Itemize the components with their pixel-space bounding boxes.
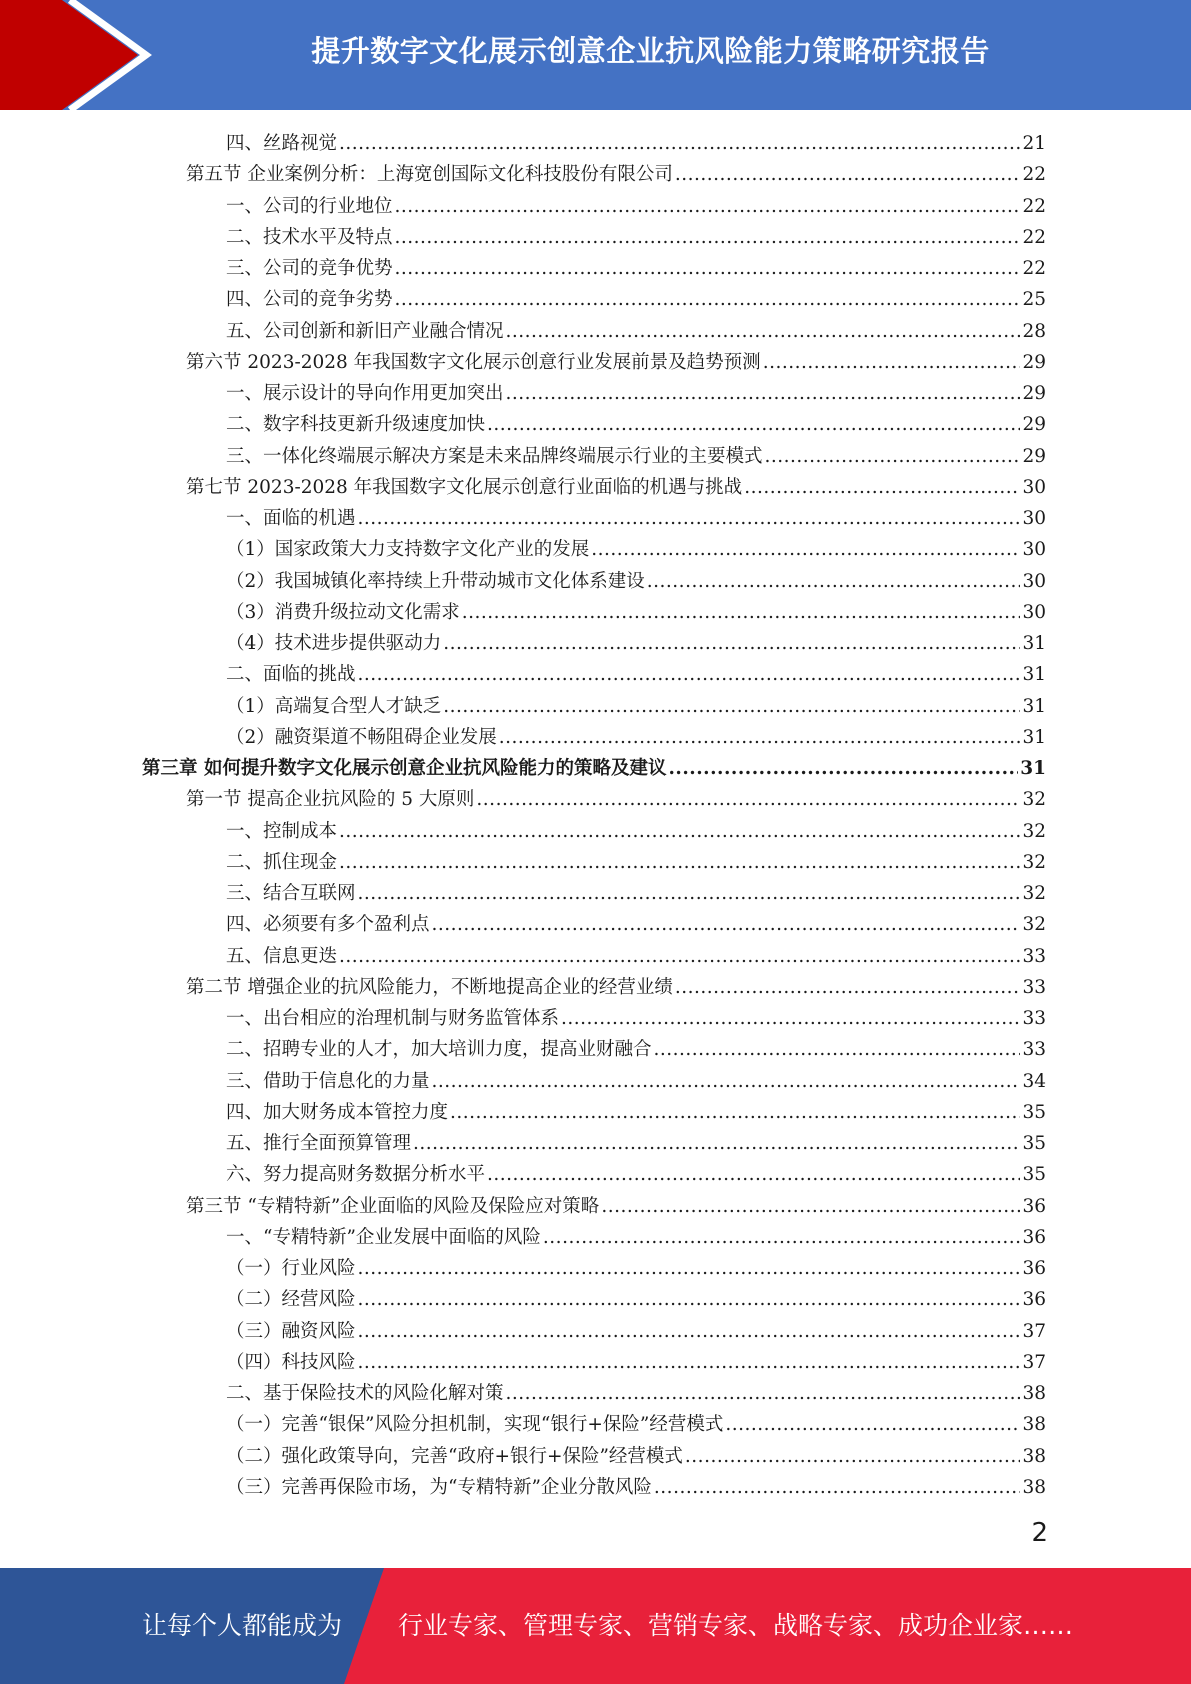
toc-dot-leader bbox=[339, 816, 1020, 847]
toc-entry-page: 33 bbox=[1022, 1008, 1046, 1029]
toc-dot-leader bbox=[395, 284, 1021, 315]
toc-entry-page: 32 bbox=[1022, 914, 1046, 936]
toc-entry[interactable] bbox=[226, 128, 1046, 159]
toc-entry[interactable] bbox=[186, 347, 1046, 378]
toc-dot-leader bbox=[358, 1316, 1021, 1347]
toc-dot-leader bbox=[499, 722, 1021, 753]
toc-entry-label: 三、借助于信息化的力量 bbox=[226, 1070, 430, 1092]
toc-entry-label: （2）融资渠道不畅阻碍企业发展 bbox=[226, 726, 497, 748]
toc-entry[interactable] bbox=[226, 1066, 1046, 1097]
toc-dot-leader bbox=[358, 1284, 1021, 1315]
toc-entry-page: 22 bbox=[1022, 164, 1046, 186]
toc-dot-leader bbox=[358, 659, 1021, 690]
toc-entry[interactable] bbox=[226, 722, 1046, 753]
toc-entry-label: （1）高端复合型人才缺乏 bbox=[226, 695, 442, 717]
toc-entry-label: 三、公司的竞争优势 bbox=[226, 258, 393, 279]
toc-entry-page: 36 bbox=[1022, 1226, 1046, 1248]
toc-dot-leader bbox=[432, 1066, 1021, 1097]
toc-entry[interactable] bbox=[226, 1222, 1046, 1253]
toc-entry-label: 第一节 提高企业抗风险的 5 大原则 bbox=[186, 789, 475, 811]
toc-entry[interactable] bbox=[142, 753, 1046, 784]
toc-entry-label: 二、面临的挑战 bbox=[226, 664, 356, 686]
toc-dot-leader bbox=[685, 1441, 1021, 1472]
toc-dot-leader bbox=[725, 1409, 1020, 1440]
toc-entry-page: 32 bbox=[1022, 789, 1046, 811]
toc-entry-page: 32 bbox=[1022, 851, 1046, 873]
toc-entry-page: 31 bbox=[1022, 633, 1046, 654]
toc-entry[interactable] bbox=[226, 659, 1046, 690]
toc-entry-page: 22 bbox=[1022, 226, 1046, 248]
toc-dot-leader bbox=[675, 159, 1021, 190]
page-footer bbox=[0, 1568, 1191, 1684]
toc-entry-label: 一、控制成本 bbox=[226, 820, 338, 842]
header-red-arrow bbox=[0, 0, 138, 110]
toc-entry-page: 38 bbox=[1022, 1445, 1046, 1467]
toc-entry-label: 一、展示设计的导向作用更加突出 bbox=[226, 383, 504, 404]
toc-dot-leader bbox=[395, 222, 1021, 253]
toc-dot-leader bbox=[675, 972, 1021, 1003]
toc-entry-page: 38 bbox=[1022, 1414, 1046, 1436]
toc-entry[interactable] bbox=[226, 909, 1046, 940]
toc-dot-leader bbox=[506, 1378, 1021, 1409]
toc-entry[interactable] bbox=[186, 972, 1046, 1003]
toc-entry-page: 36 bbox=[1022, 1289, 1046, 1311]
toc-entry-label: （三）完善再保险市场，为“专精特新”企业分散风险 bbox=[226, 1476, 652, 1498]
toc-dot-leader bbox=[443, 691, 1020, 722]
toc-entry-label: （二）经营风险 bbox=[226, 1289, 356, 1311]
toc-dot-leader bbox=[395, 191, 1021, 222]
toc-entry[interactable] bbox=[226, 1159, 1046, 1190]
toc-entry-label: 第二节 增强企业的抗风险能力，不断地提高企业的经营业绩 bbox=[186, 976, 673, 998]
toc-entry-label: 第三节 “专精特新”企业面临的风险及保险应对策略 bbox=[186, 1195, 600, 1217]
toc-entry-page: 31 bbox=[1022, 726, 1046, 748]
toc-entry-page: 29 bbox=[1022, 383, 1046, 404]
toc-entry[interactable] bbox=[226, 691, 1046, 722]
toc-entry-label: （一）行业风险 bbox=[226, 1258, 356, 1279]
toc-entry-label: 第六节 2023-2028 年我国数字文化展示创意行业发展前景及趋势预测 bbox=[186, 351, 761, 373]
toc-dot-leader bbox=[487, 409, 1020, 440]
toc-entry-label: 一、出台相应的治理机制与财务监管体系 bbox=[226, 1008, 560, 1029]
toc-entry-page: 31 bbox=[1022, 664, 1046, 686]
toc-entry[interactable] bbox=[226, 1128, 1046, 1159]
toc-entry-label: 五、信息更迭 bbox=[226, 945, 338, 967]
toc-dot-leader bbox=[763, 347, 1021, 378]
toc-entry-label: 二、招聘专业的人才，加大培训力度，提高业财融合 bbox=[226, 1039, 652, 1061]
toc-entry-page: 38 bbox=[1022, 1476, 1046, 1498]
toc-entry-label: （一）完善“银保”风险分担机制，实现“银行+保险”经营模式 bbox=[226, 1414, 724, 1436]
toc-entry-label: （四）科技风险 bbox=[226, 1351, 356, 1373]
toc-entry-label: 一、公司的行业地位 bbox=[226, 195, 393, 217]
toc-entry-label: 五、推行全面预算管理 bbox=[226, 1133, 412, 1154]
toc-entry-label: 一、面临的机遇 bbox=[226, 508, 356, 529]
toc-entry-label: 二、抓住现金 bbox=[226, 851, 338, 873]
toc-entry-label: 二、数字科技更新升级速度加快 bbox=[226, 414, 486, 436]
toc-entry-label: 四、公司的竞争劣势 bbox=[226, 289, 393, 311]
toc-entry-label: 四、丝路视觉 bbox=[226, 133, 338, 154]
toc-dot-leader bbox=[543, 1222, 1021, 1253]
toc-dot-leader bbox=[744, 472, 1020, 503]
toc-entry-label: （三）融资风险 bbox=[226, 1320, 356, 1342]
toc-entry[interactable] bbox=[226, 253, 1046, 284]
toc-dot-leader bbox=[654, 1472, 1021, 1503]
toc-entry[interactable] bbox=[226, 1034, 1046, 1065]
toc-entry-page: 34 bbox=[1022, 1070, 1046, 1092]
toc-entry-label: 第五节 企业案例分析：上海宽创国际文化科技股份有限公司 bbox=[186, 164, 673, 186]
toc-entry[interactable] bbox=[186, 159, 1046, 190]
toc-entry-page: 37 bbox=[1022, 1320, 1046, 1342]
toc-entry-label: 六、努力提高财务数据分析水平 bbox=[226, 1164, 486, 1186]
toc-entry-page: 30 bbox=[1022, 476, 1046, 498]
toc-dot-leader bbox=[765, 441, 1021, 472]
toc-entry-page: 22 bbox=[1022, 195, 1046, 217]
toc-entry-page: 37 bbox=[1022, 1351, 1046, 1373]
toc-entry-page: 38 bbox=[1022, 1383, 1046, 1404]
toc-dot-leader bbox=[339, 847, 1020, 878]
toc-entry-page: 29 bbox=[1022, 445, 1046, 467]
toc-dot-leader bbox=[339, 128, 1020, 159]
toc-dot-leader bbox=[476, 784, 1020, 815]
toc-dot-leader bbox=[487, 1159, 1020, 1190]
toc-entry[interactable] bbox=[226, 1097, 1046, 1128]
toc-entry-page: 35 bbox=[1022, 1164, 1046, 1186]
toc-entry-page: 33 bbox=[1022, 945, 1046, 967]
page-header bbox=[0, 0, 1191, 110]
toc-entry-label: 二、基于保险技术的风险化解对策 bbox=[226, 1383, 504, 1404]
toc-entry-label: 四、必须要有多个盈利点 bbox=[226, 914, 430, 936]
toc-entry[interactable] bbox=[226, 1253, 1046, 1284]
toc-dot-leader bbox=[601, 1191, 1020, 1222]
toc-entry-label: 四、加大财务成本管控力度 bbox=[226, 1101, 449, 1123]
toc-entry[interactable] bbox=[226, 378, 1046, 409]
toc-entry[interactable] bbox=[226, 409, 1046, 440]
toc-entry-page: 31 bbox=[1022, 695, 1046, 717]
toc-dot-leader bbox=[506, 378, 1021, 409]
toc-entry-page: 25 bbox=[1022, 289, 1046, 311]
toc-entry[interactable] bbox=[226, 1472, 1046, 1503]
toc-entry-page: 32 bbox=[1022, 883, 1046, 904]
toc-dot-leader bbox=[432, 909, 1021, 940]
toc-entry[interactable] bbox=[186, 1191, 1046, 1222]
toc-entry[interactable] bbox=[226, 1409, 1046, 1440]
toc-dot-leader bbox=[450, 1097, 1020, 1128]
toc-entry[interactable] bbox=[226, 816, 1046, 847]
toc-entry[interactable] bbox=[226, 191, 1046, 222]
footer-slogan-left: 让每个人都能成为 bbox=[142, 1611, 343, 1640]
toc-dot-leader bbox=[395, 253, 1021, 284]
toc-dot-leader bbox=[654, 1034, 1021, 1065]
toc-dot-leader bbox=[413, 1128, 1020, 1159]
toc-dot-leader bbox=[358, 503, 1021, 534]
toc-entry-page: 30 bbox=[1022, 508, 1046, 529]
toc-entry[interactable] bbox=[226, 566, 1046, 597]
toc-entry-page: 35 bbox=[1022, 1133, 1046, 1154]
toc-dot-leader bbox=[462, 597, 1021, 628]
toc-entry-label: 三、结合互联网 bbox=[226, 883, 356, 904]
toc-entry[interactable] bbox=[226, 316, 1046, 347]
toc-entry-label: 三、一体化终端展示解决方案是未来品牌终端展示行业的主要模式 bbox=[226, 445, 763, 467]
toc-entry-label: （1）国家政策大力支持数字文化产业的发展 bbox=[226, 539, 590, 561]
toc-entry[interactable] bbox=[226, 284, 1046, 315]
toc-entry[interactable] bbox=[226, 1378, 1046, 1409]
toc-entry[interactable] bbox=[186, 472, 1046, 503]
toc-entry-label: 五、公司创新和新旧产业融合情况 bbox=[226, 320, 504, 342]
report-title: 提升数字文化展示创意企业抗风险能力策略研究报告 bbox=[311, 34, 990, 68]
toc-entry-page: 30 bbox=[1022, 539, 1046, 561]
toc-entry-page: 30 bbox=[1022, 601, 1046, 623]
toc-dot-leader bbox=[668, 753, 1018, 784]
toc-entry[interactable] bbox=[226, 1347, 1046, 1378]
toc-entry-page: 32 bbox=[1022, 820, 1046, 842]
toc-entry[interactable] bbox=[226, 941, 1046, 972]
toc-entry-page: 29 bbox=[1022, 414, 1046, 436]
toc-entry-page: 36 bbox=[1022, 1195, 1046, 1217]
toc-entry-label: （4）技术进步提供驱动力 bbox=[226, 633, 442, 654]
toc-entry[interactable] bbox=[226, 1316, 1046, 1347]
toc-entry-page: 35 bbox=[1022, 1101, 1046, 1123]
toc-entry-page: 29 bbox=[1022, 351, 1046, 373]
toc-entry[interactable] bbox=[226, 1284, 1046, 1315]
toc-entry-label: （2）我国城镇化率持续上升带动城市文化体系建设 bbox=[226, 570, 645, 592]
footer-slogan-right: 行业专家、管理专家、营销专家、战略专家、成功企业家…… bbox=[398, 1611, 1074, 1640]
toc-dot-leader bbox=[358, 878, 1021, 909]
toc-entry[interactable] bbox=[226, 847, 1046, 878]
toc-dot-leader bbox=[358, 1347, 1021, 1378]
toc-entry-page: 33 bbox=[1022, 1039, 1046, 1061]
toc-entry-page: 21 bbox=[1022, 133, 1046, 154]
toc-dot-leader bbox=[561, 1003, 1020, 1034]
toc-dot-leader bbox=[339, 941, 1020, 972]
toc-entry-page: 36 bbox=[1022, 1258, 1046, 1279]
toc-entry-page: 28 bbox=[1022, 320, 1046, 342]
toc-dot-leader bbox=[443, 628, 1020, 659]
toc-entry-label: （二）强化政策导向，完善“政府+银行+保险”经营模式 bbox=[226, 1445, 683, 1467]
toc-entry[interactable] bbox=[226, 222, 1046, 253]
toc-entry[interactable] bbox=[226, 503, 1046, 534]
toc-entry-page: 33 bbox=[1022, 976, 1046, 998]
toc-entry-page: 31 bbox=[1020, 758, 1046, 779]
toc-entry[interactable] bbox=[226, 597, 1046, 628]
toc-entry-page: 22 bbox=[1022, 258, 1046, 279]
toc-entry-label: 二、技术水平及特点 bbox=[226, 226, 393, 248]
toc-dot-leader bbox=[506, 316, 1021, 347]
toc-entry[interactable] bbox=[186, 784, 1046, 815]
toc-entry[interactable] bbox=[226, 534, 1046, 565]
toc-entry-label: （3）消费升级拉动文化需求 bbox=[226, 601, 460, 623]
toc-dot-leader bbox=[647, 566, 1021, 597]
toc-dot-leader bbox=[591, 534, 1020, 565]
toc-dot-leader bbox=[358, 1253, 1021, 1284]
toc-entry[interactable] bbox=[226, 1441, 1046, 1472]
toc-entry-label: 第七节 2023-2028 年我国数字文化展示创意行业面临的机遇与挑战 bbox=[186, 476, 743, 498]
toc-entry[interactable] bbox=[226, 441, 1046, 472]
page-number: 2 bbox=[1031, 1518, 1048, 1548]
toc-entry-label: 一、“专精特新”企业发展中面临的风险 bbox=[226, 1226, 541, 1248]
toc-entry[interactable] bbox=[226, 628, 1046, 659]
toc-entry-label: 第三章 如何提升数字文化展示创意企业抗风险能力的策略及建议 bbox=[142, 758, 667, 779]
toc-entry-page: 30 bbox=[1022, 570, 1046, 592]
toc-entry[interactable] bbox=[226, 1003, 1046, 1034]
toc-entry[interactable] bbox=[226, 878, 1046, 909]
